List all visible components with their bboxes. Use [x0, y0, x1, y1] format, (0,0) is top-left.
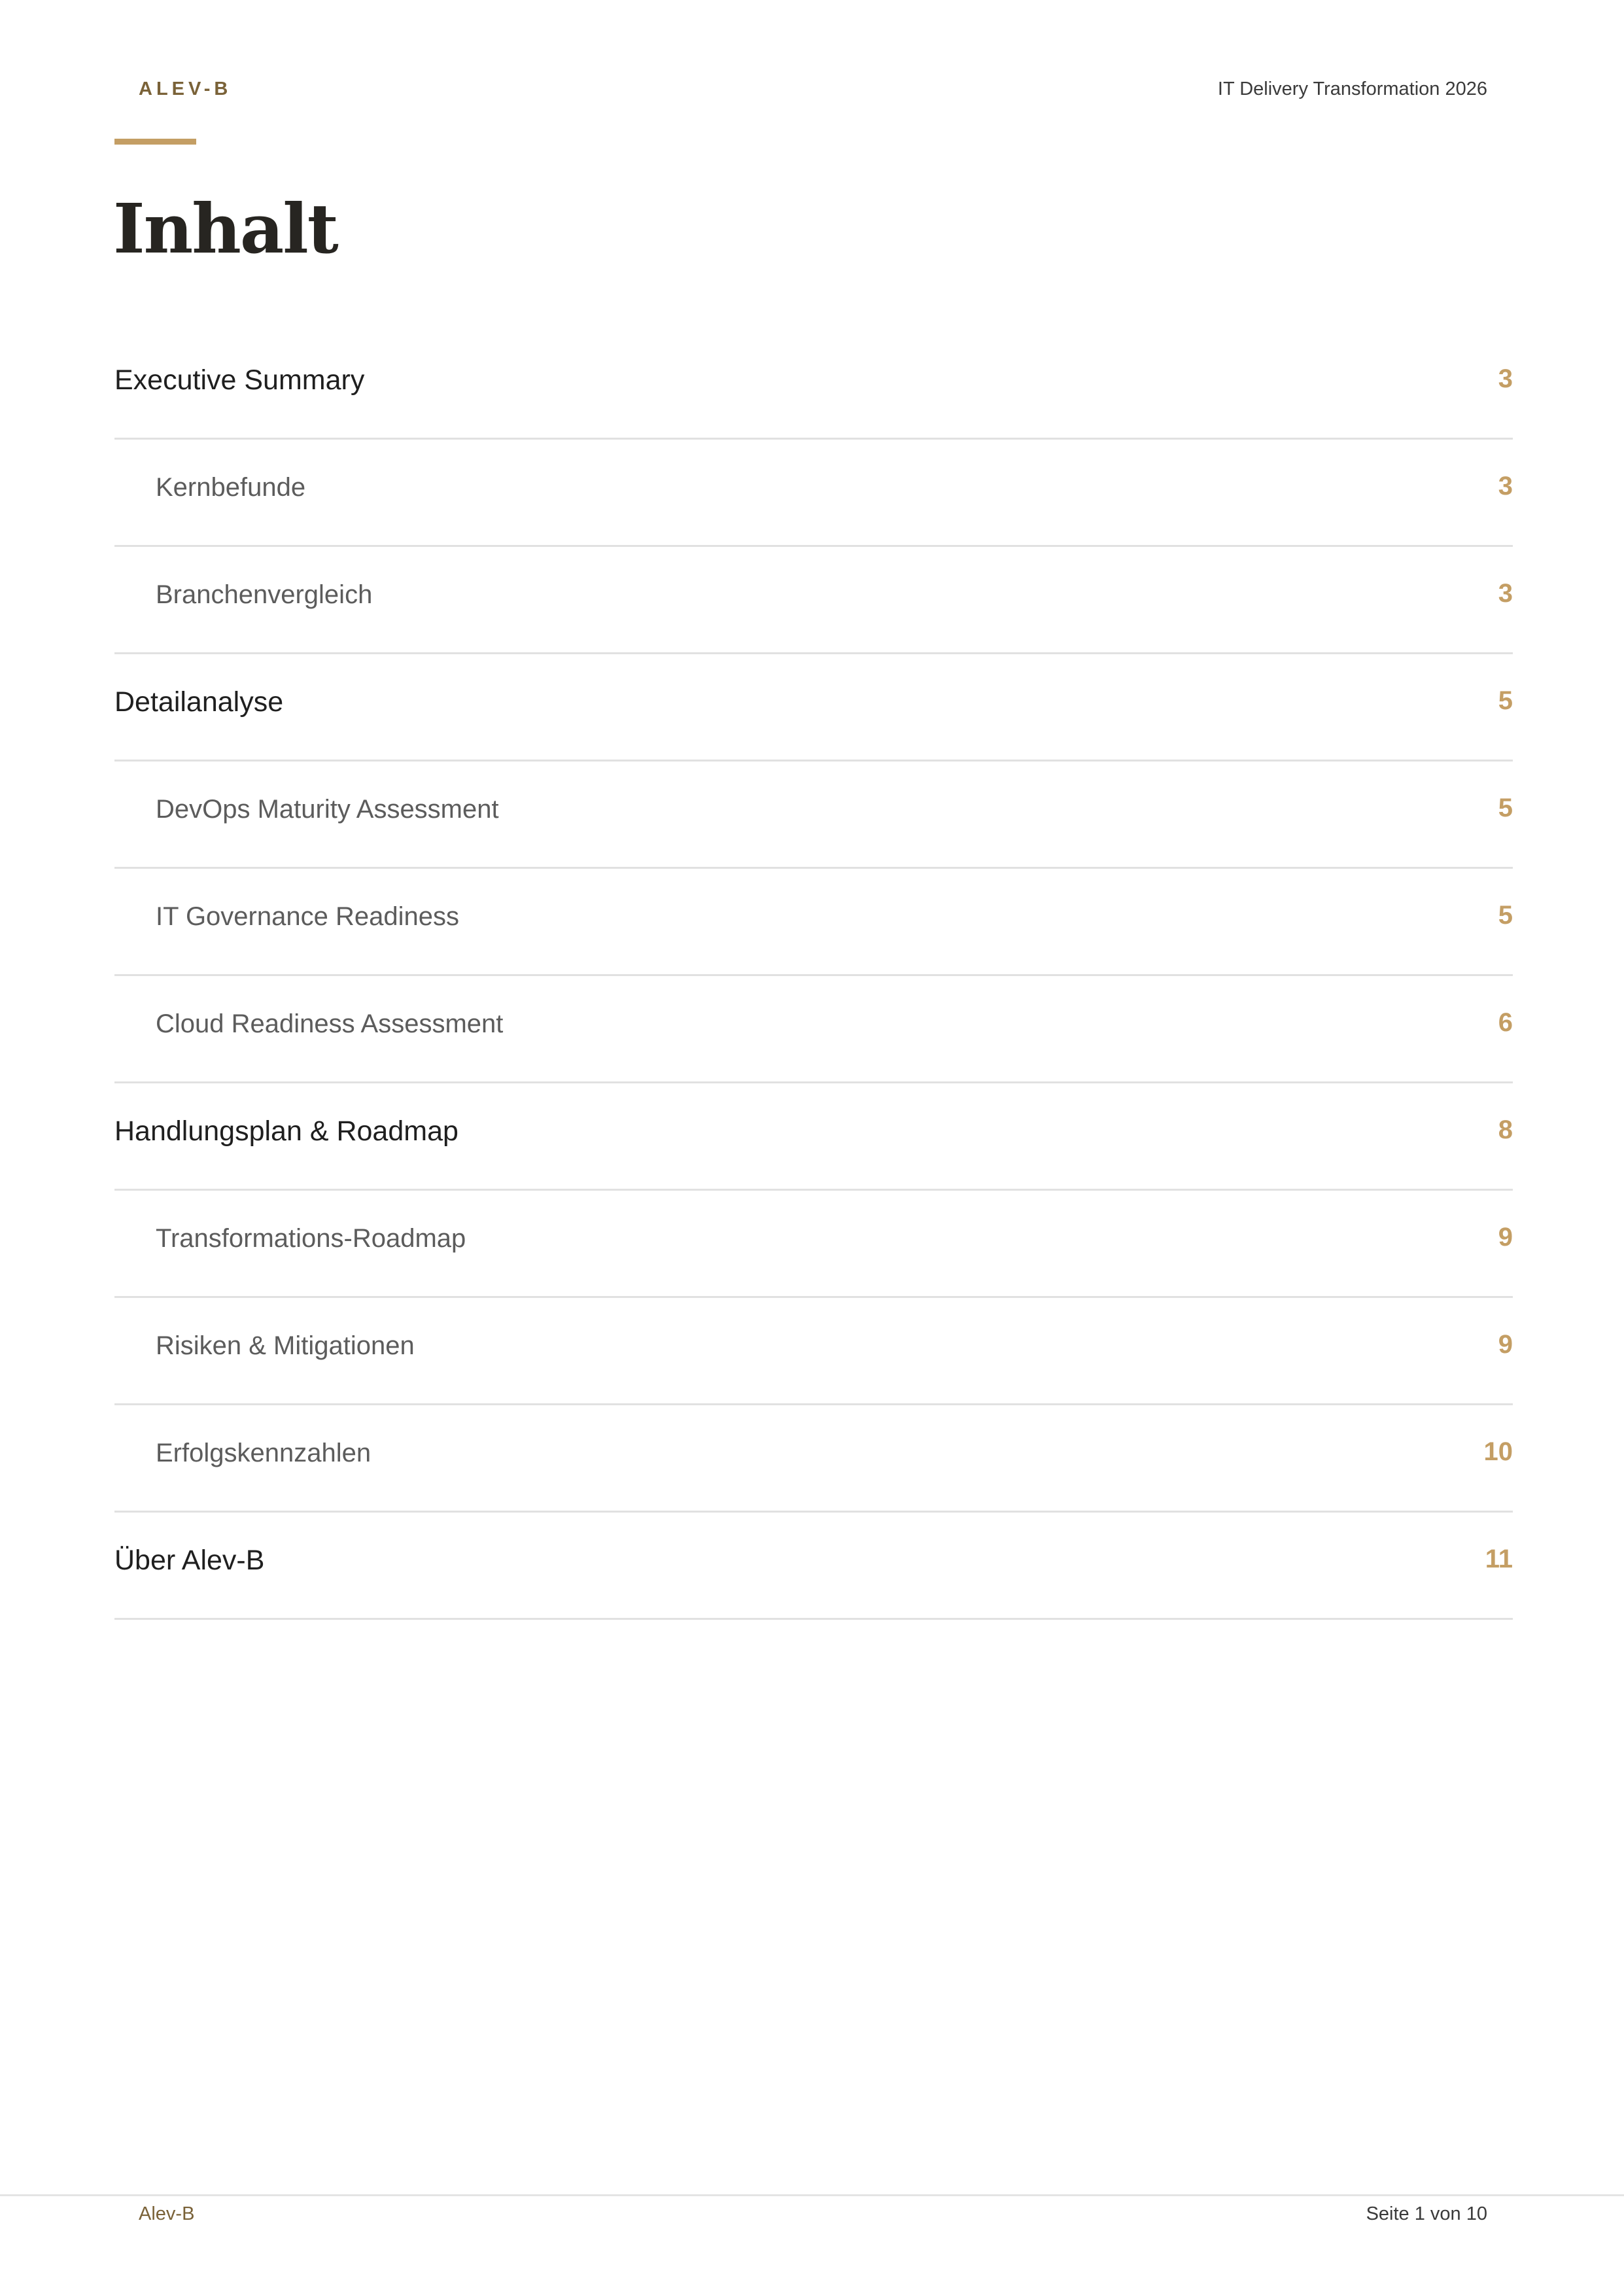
toc-entry-label: Executive Summary	[114, 364, 365, 396]
toc-entry-label: Branchenvergleich	[156, 580, 373, 609]
toc-entry-label: IT Governance Readiness	[156, 902, 459, 931]
toc-entry-label: Detailanalyse	[114, 686, 284, 718]
toc-entry-label: Risiken & Mitigationen	[156, 1331, 415, 1360]
toc-entry-label: Über Alev-B	[114, 1545, 265, 1576]
toc-entry-label: DevOps Maturity Assessment	[156, 795, 499, 824]
accent-bar	[114, 139, 196, 145]
footer-page-indicator: Seite 1 von 10	[1366, 2203, 1487, 2224]
toc-entry[interactable]	[114, 1405, 1513, 1513]
footer-brand: Alev-B	[139, 2203, 195, 2224]
toc-entry-page: 3	[1498, 579, 1513, 608]
toc-entry-label: Cloud Readiness Assessment	[156, 1009, 504, 1038]
toc-entry[interactable]	[114, 1298, 1513, 1405]
toc-entry-label: Kernbefunde	[156, 473, 306, 502]
toc-entry-page: 5	[1498, 901, 1513, 930]
toc-entry[interactable]	[114, 547, 1513, 654]
toc-entry-page: 9	[1498, 1330, 1513, 1359]
toc-entry[interactable]	[114, 440, 1513, 547]
toc-entry-page: 5	[1498, 794, 1513, 822]
toc-entry-page: 9	[1498, 1223, 1513, 1252]
footer-divider	[0, 2194, 1624, 2196]
toc-entry-page: 8	[1498, 1115, 1513, 1144]
header-brand: ALEV-B	[139, 79, 232, 99]
toc-entry-page: 3	[1498, 472, 1513, 500]
toc-entry[interactable]	[114, 1513, 1513, 1620]
table-of-contents	[114, 332, 1513, 1620]
header-document-title: IT Delivery Transformation 2026	[1217, 79, 1487, 99]
toc-entry[interactable]	[114, 1083, 1513, 1191]
toc-entry-page: 3	[1498, 364, 1513, 393]
toc-entry-page: 6	[1498, 1008, 1513, 1037]
toc-entry-label: Transformations-Roadmap	[156, 1224, 466, 1253]
toc-entry[interactable]	[114, 976, 1513, 1083]
toc-entry-page: 10	[1483, 1437, 1513, 1466]
page-title: Inhalt	[113, 188, 337, 269]
toc-entry-label: Handlungsplan & Roadmap	[114, 1115, 458, 1147]
toc-entry[interactable]	[114, 762, 1513, 869]
toc-entry[interactable]	[114, 332, 1513, 440]
toc-entry[interactable]	[114, 869, 1513, 976]
toc-entry[interactable]	[114, 654, 1513, 762]
toc-entry-page: 5	[1498, 686, 1513, 715]
toc-entry[interactable]	[114, 1191, 1513, 1298]
toc-entry-page: 11	[1485, 1545, 1513, 1573]
toc-entry-label: Erfolgskennzahlen	[156, 1439, 371, 1467]
